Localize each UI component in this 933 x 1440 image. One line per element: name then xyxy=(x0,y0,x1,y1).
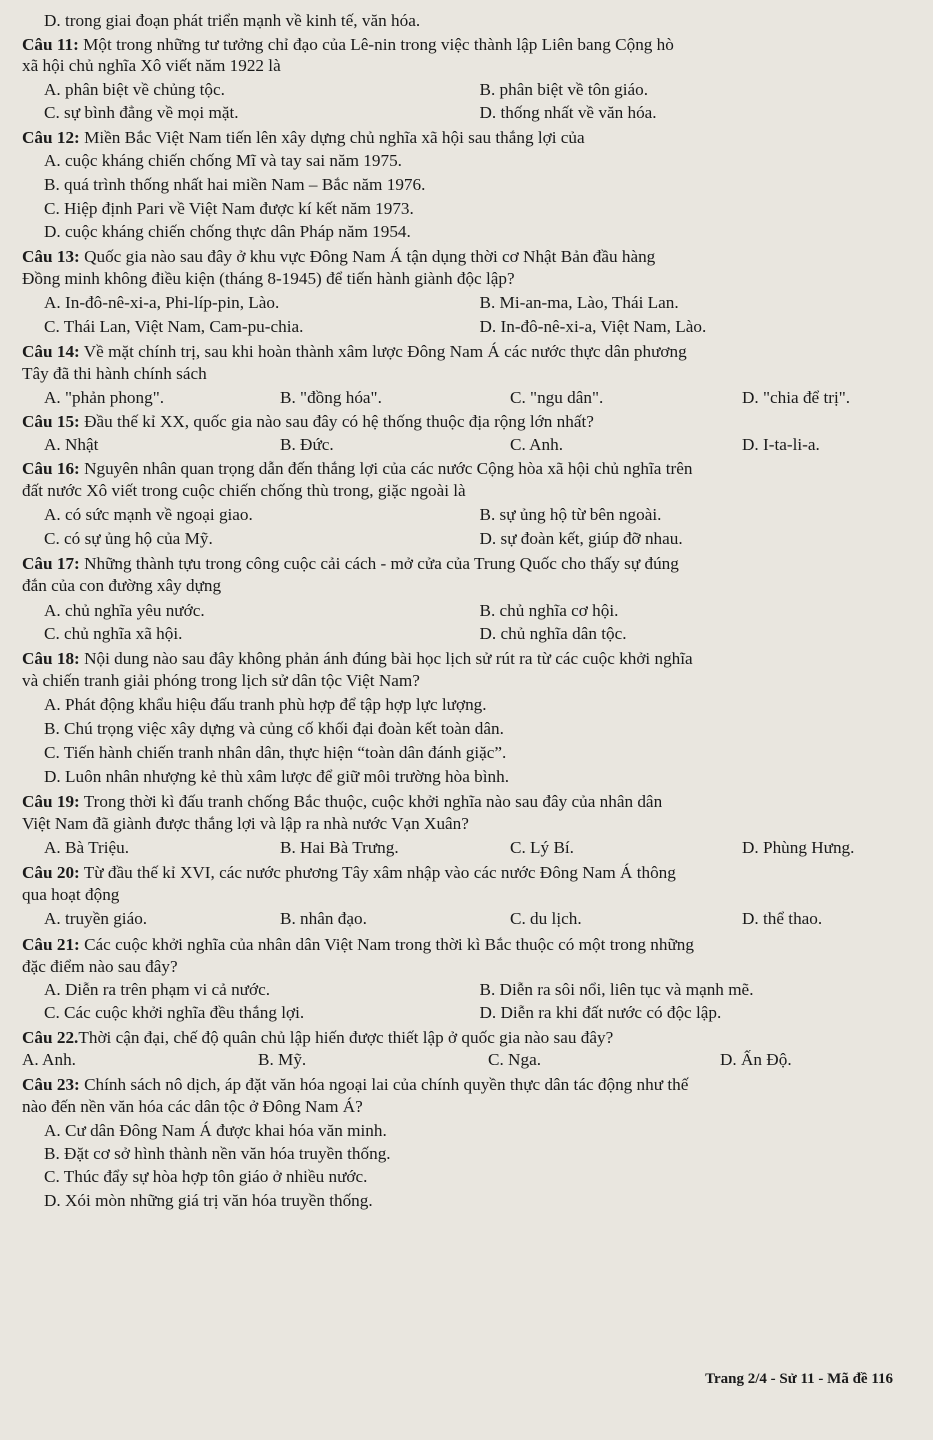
question-number: Câu 21: xyxy=(22,935,80,954)
answer-option-row xyxy=(22,1002,915,1025)
question-text-continued xyxy=(22,670,915,693)
answer-option: D. thể thao. xyxy=(742,909,823,928)
question-number: Câu 22. xyxy=(22,1028,79,1047)
answer-option: B. chủ nghĩa cơ hội. xyxy=(479,601,619,620)
answer-option-row xyxy=(22,908,915,931)
question-stem xyxy=(22,411,915,434)
answer-option xyxy=(22,718,915,741)
answer-option: A. chủ nghĩa yêu nước. xyxy=(44,601,205,620)
question-text: đất nước Xô viết trong cuộc chiến chống thù trong, giặc ngoài là xyxy=(22,481,466,500)
answer-option: A. Bà Triệu. xyxy=(44,838,129,857)
answer-option xyxy=(22,150,915,173)
question-text: Một trong những tư tưởng chỉ đạo của Lê-nin trong việc thành lập Liên bang Cộng hò xyxy=(78,35,674,54)
question-stem xyxy=(22,246,915,269)
answer-option-text: B. quá trình thống nhất hai miền Nam – Bắc năm 1976. xyxy=(44,175,426,194)
answer-option xyxy=(22,198,915,221)
question-text: xã hội chủ nghĩa Xô viết năm 1922 là xyxy=(22,56,281,75)
answer-option-text: C. Tiến hành chiến tranh nhân dân, thực hiện “toàn dân đánh giặc”. xyxy=(44,743,507,762)
question-stem xyxy=(22,127,915,150)
question-text: Đồng minh không điều kiện (tháng 8-1945) để tiến hành giành độc lập? xyxy=(22,269,515,288)
answer-option xyxy=(22,694,915,717)
question-text-continued xyxy=(22,363,915,386)
answer-option: C. sự bình đẳng về mọi mặt. xyxy=(44,103,239,122)
answer-option-text: C. Thúc đẩy sự hòa hợp tôn giáo ở nhiều nước. xyxy=(44,1167,368,1186)
answer-option-text: A. Phát động khẩu hiệu đấu tranh phù hợp để tập hợp lực lượng. xyxy=(44,695,487,714)
question-stem xyxy=(22,791,915,814)
answer-option xyxy=(22,1166,915,1189)
question-text-continued xyxy=(22,1096,915,1119)
answer-option-row xyxy=(22,434,915,457)
answer-option: B. sự ủng hộ từ bên ngoài. xyxy=(479,505,662,524)
answer-option: B. nhân đạo. xyxy=(280,909,367,928)
answer-option-row xyxy=(22,623,915,646)
answer-option: C. du lịch. xyxy=(510,909,582,928)
question-text: đặc điểm nào sau đây? xyxy=(22,957,178,976)
answer-option-text: D. Xói mòn những giá trị văn hóa truyền thống. xyxy=(44,1191,373,1210)
answer-option: B. "đồng hóa". xyxy=(280,388,382,407)
question-text-continued xyxy=(22,575,915,598)
answer-option xyxy=(22,1120,915,1143)
question-number: Câu 14: xyxy=(22,342,80,361)
answer-option: C. Lý Bí. xyxy=(510,838,574,857)
question-number: Câu 13: xyxy=(22,247,80,266)
answer-option: A. Nhật xyxy=(44,435,99,454)
answer-option-text: A. cuộc kháng chiến chống Mĩ và tay sai năm 1975. xyxy=(44,151,402,170)
question-stem xyxy=(22,648,915,671)
question-text: Tây đã thi hành chính sách xyxy=(22,364,207,383)
question-text: Đầu thế kỉ XX, quốc gia nào sau đây có hệ thống thuộc địa rộng lớn nhất? xyxy=(79,412,594,431)
answer-option: C. Anh. xyxy=(510,435,564,454)
answer-option: A. phân biệt về chủng tộc. xyxy=(44,80,225,99)
question-text: Nguyên nhân quan trọng dẫn đến thắng lợi của các nước Cộng hòa xã hội chủ nghĩa trên xyxy=(79,459,693,478)
answer-option-text: A. Cư dân Đông Nam Á được khai hóa văn minh. xyxy=(44,1121,387,1140)
answer-option: A. Anh. xyxy=(22,1050,76,1069)
answer-option xyxy=(22,174,915,197)
answer-option-row xyxy=(22,528,915,551)
answer-option xyxy=(22,1190,915,1213)
answer-option: C. chủ nghĩa xã hội. xyxy=(44,624,183,643)
question-text-continued xyxy=(22,813,915,836)
answer-option: B. Mi-an-ma, Lào, Thái Lan. xyxy=(479,293,679,312)
question-text: đắn của con đường xây dựng xyxy=(22,576,222,595)
answer-option-text: C. Hiệp định Pari về Việt Nam được kí kết năm 1973. xyxy=(44,199,414,218)
answer-option xyxy=(22,221,915,244)
question-text-continued xyxy=(22,480,915,503)
answer-option: D. "chia để trị". xyxy=(742,388,851,407)
answer-option: D. In-đô-nê-xi-a, Việt Nam, Lào. xyxy=(479,317,707,336)
answer-option xyxy=(22,10,915,33)
question-stem xyxy=(22,553,915,576)
answer-option: C. Nga. xyxy=(488,1050,541,1069)
page-footer: Trang 2/4 - Sử 11 - Mã đề 116 xyxy=(705,1371,893,1387)
question-stem xyxy=(22,862,915,885)
answer-option: D. Diễn ra khi đất nước có độc lập. xyxy=(479,1003,722,1022)
answer-option: A. "phản phong". xyxy=(44,388,165,407)
question-stem xyxy=(22,458,915,481)
answer-option-text: D. Luôn nhân nhượng kẻ thù xâm lược để giữ môi trường hòa bình. xyxy=(44,767,510,786)
question-number: Câu 15: xyxy=(22,412,80,431)
question-text: Miền Bắc Việt Nam tiến lên xây dựng chủ nghĩa xã hội sau thắng lợi của xyxy=(79,128,585,147)
answer-option: A. In-đô-nê-xi-a, Phi-líp-pin, Lào. xyxy=(44,293,280,312)
answer-option: A. Diễn ra trên phạm vi cả nước. xyxy=(44,980,271,999)
answer-option: C. Các cuộc khởi nghĩa đều thắng lợi. xyxy=(44,1003,305,1022)
answer-option: B. phân biệt về tôn giáo. xyxy=(479,80,649,99)
answer-option: C. Thái Lan, Việt Nam, Cam-pu-chia. xyxy=(44,317,304,336)
answer-option xyxy=(22,742,915,765)
question-text: Từ đầu thế kỉ XVI, các nước phương Tây xâm nhập vào các nước Đông Nam Á thông xyxy=(79,863,676,882)
answer-option-row xyxy=(22,600,915,623)
question-text: qua hoạt động xyxy=(22,885,120,904)
answer-option: D. sự đoàn kết, giúp đỡ nhau. xyxy=(479,529,683,548)
question-text: Việt Nam đã giành được thắng lợi và lập ra nhà nước Vạn Xuân? xyxy=(22,814,469,833)
answer-option: C. "ngu dân". xyxy=(510,388,604,407)
question-stem xyxy=(22,34,915,57)
question-text: Nội dung nào sau đây không phản ánh đúng bài học lịch sử rút ra từ các cuộc khởi nghĩa xyxy=(79,649,693,668)
answer-option-row xyxy=(22,837,915,860)
question-text: Các cuộc khởi nghĩa của nhân dân Việt Nam trong thời kì Bắc thuộc có một trong những xyxy=(79,935,694,954)
answer-option: C. có sự ủng hộ của Mỹ. xyxy=(44,529,213,548)
answer-option: B. Hai Bà Trưng. xyxy=(280,838,399,857)
question-number: Câu 18: xyxy=(22,649,80,668)
question-text-continued xyxy=(22,55,915,78)
answer-option-text: B. Đặt cơ sở hình thành nền văn hóa truyền thống. xyxy=(44,1144,391,1163)
answer-option-row xyxy=(22,504,915,527)
question-text: Những thành tựu trong công cuộc cải cách - mở cửa của Trung Quốc cho thấy sự đúng xyxy=(79,554,679,573)
question-stem xyxy=(22,934,915,957)
question-text: nào đến nền văn hóa các dân tộc ở Đông Nam Á? xyxy=(22,1097,363,1116)
question-text: và chiến tranh giải phóng trong lịch sử dân tộc Việt Nam? xyxy=(22,671,420,690)
question-text: Về mặt chính trị, sau khi hoàn thành xâm lược Đông Nam Á các nước thực dân phương xyxy=(79,342,687,361)
answer-option-row xyxy=(22,102,915,125)
question-number: Câu 12: xyxy=(22,128,80,147)
answer-option: A. có sức mạnh về ngoại giao. xyxy=(44,505,253,524)
question-text: Chính sách nô dịch, áp đặt văn hóa ngoại lai của chính quyền thực dân tác động như thế xyxy=(79,1075,689,1094)
question-stem xyxy=(22,341,915,364)
answer-option: D. I-ta-li-a. xyxy=(742,435,820,454)
question-number: Câu 19: xyxy=(22,792,80,811)
answer-option-text: D. trong giai đoạn phát triển mạnh về kinh tế, văn hóa. xyxy=(44,11,421,30)
question-stem xyxy=(22,1027,915,1050)
question-stem xyxy=(22,1074,915,1097)
answer-option-row xyxy=(22,979,915,1002)
answer-option-text: D. cuộc kháng chiến chống thực dân Pháp năm 1954. xyxy=(44,222,411,241)
question-text-continued xyxy=(22,956,915,979)
answer-option: D. chủ nghĩa dân tộc. xyxy=(479,624,627,643)
answer-option: A. truyền giáo. xyxy=(44,909,148,928)
answer-option: B. Diễn ra sôi nổi, liên tục và mạnh mẽ. xyxy=(479,980,754,999)
question-text-continued xyxy=(22,268,915,291)
question-number: Câu 20: xyxy=(22,863,80,882)
answer-option: D. Phùng Hưng. xyxy=(742,838,855,857)
question-number: Câu 16: xyxy=(22,459,80,478)
question-text-continued xyxy=(22,884,915,907)
answer-option: D. Ấn Độ. xyxy=(720,1050,792,1069)
answer-option-row xyxy=(22,79,915,102)
question-text: Thời cận đại, chế độ quân chủ lập hiến được thiết lập ở quốc gia nào sau đây? xyxy=(78,1028,614,1047)
answer-option xyxy=(22,1143,915,1166)
question-text: Trong thời kì đấu tranh chống Bắc thuộc, cuộc khởi nghĩa nào sau đây của nhân dân xyxy=(79,792,663,811)
answer-option: B. Mỹ. xyxy=(258,1050,307,1069)
answer-option-row xyxy=(22,292,915,315)
answer-option xyxy=(22,766,915,789)
answer-option-row xyxy=(22,387,915,410)
question-text: Quốc gia nào sau đây ở khu vực Đông Nam Á tận dụng thời cơ Nhật Bản đầu hàng xyxy=(79,247,656,266)
question-number: Câu 17: xyxy=(22,554,80,573)
answer-option: B. Đức. xyxy=(280,435,334,454)
question-number: Câu 23: xyxy=(22,1075,80,1094)
question-number: Câu 11: xyxy=(22,35,79,54)
answer-option-text: B. Chú trọng việc xây dựng và củng cố khối đại đoàn kết toàn dân. xyxy=(44,719,504,738)
answer-option-row xyxy=(22,316,915,339)
answer-option-row xyxy=(22,1049,915,1072)
answer-option: D. thống nhất về văn hóa. xyxy=(479,103,657,122)
